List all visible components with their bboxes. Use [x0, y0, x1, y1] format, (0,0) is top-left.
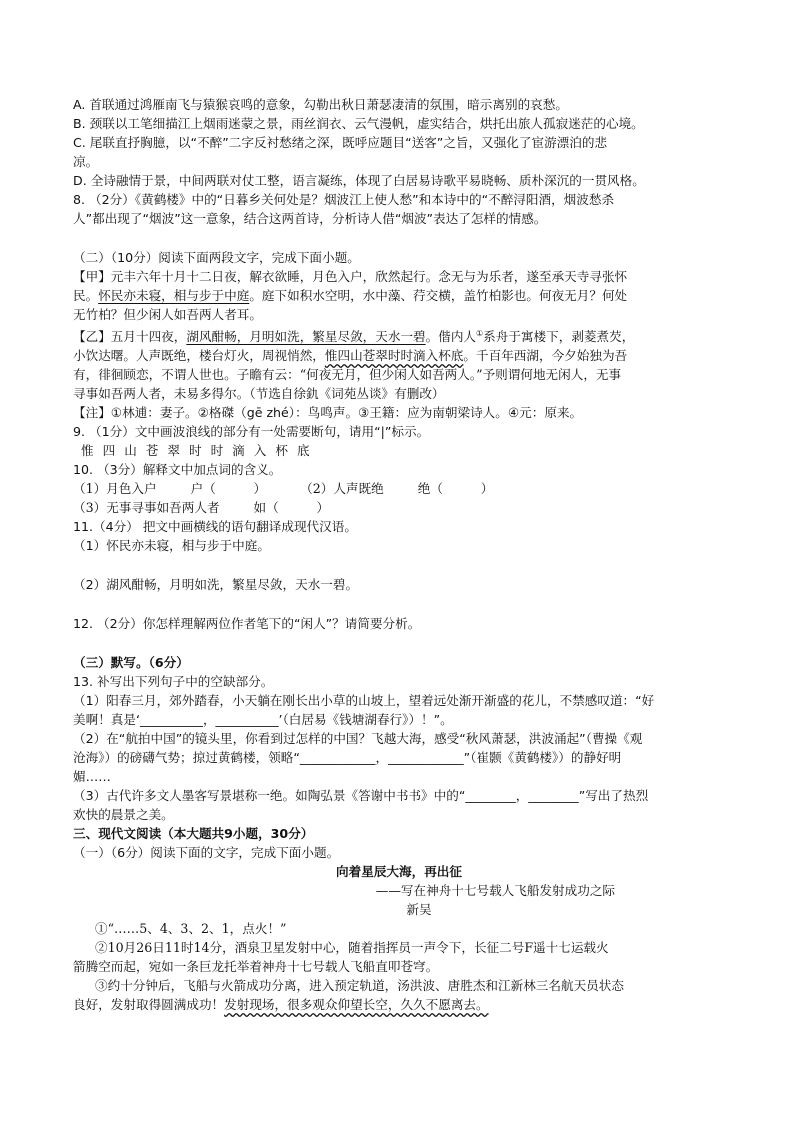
q13-item2-line3: 媚……	[73, 769, 111, 785]
passage-jia-line3: 无竹柏？但少闲人如吾两人者耳。	[73, 307, 262, 322]
q7-option-d: D. 全诗融情于景，中间两联对仗工整，语言凝练，体现了白居易诗歌平易晓畅、质朴深沉的一贯风格。	[73, 173, 645, 188]
passage-yi-line3: 有，徘徊顾恋，不谓人世也。子瞻有云：“何夜无月，但少闲人如吾两人。”予则谓何地无闲人，无事	[73, 367, 622, 383]
q10-answer-2[interactable]: 绝（ ）	[417, 481, 494, 497]
q13-item1-line1: （1）阳春三月，郊外踏春，小天躺在刚长出小草的山坡上，望着远处渐开渐盛的花儿，不禁感叹道：“好	[73, 693, 655, 709]
passage-yi-line1	[73, 324, 725, 346]
passage-yi-text: 【乙】五月十四夜，	[73, 329, 187, 345]
q10-phrase-2: （2）人声既绝	[300, 481, 384, 497]
passage-yi-line4: 寻事如吾两人者，未易多得尔。（节选自徐釚《词苑丛谈》有删改）	[73, 386, 445, 402]
q10-item-1-2	[73, 479, 725, 498]
q9-prompt: 9. （1分）文中画波浪线的部分有一处需要断句，请用“|”标示。	[73, 424, 430, 440]
passage-yi-line2	[73, 346, 725, 365]
q13-prompt: 13. 补写出下列句子中的空缺部分。	[73, 674, 274, 690]
q9-text: 惟四山苍翠时时滴入杯底	[81, 443, 319, 459]
article-subtitle: ——写在神舟十七号载人飞船发射成功之际	[375, 883, 615, 899]
q10-answer-3[interactable]: 如（ ）	[253, 500, 330, 516]
exam-page	[73, 95, 725, 1014]
q8-line1: 8. （2分）《黄鹤楼》中的“日暮乡关何处是？烟波江上使人愁”和本诗中的“不醉浔阳酒，烟波愁杀	[73, 192, 615, 207]
article-paragraph-1: ①“……5、4、3、2、1，点火！”	[95, 921, 287, 937]
q10-prompt: 10. （3分）解释文中加点词的含义。	[73, 462, 282, 478]
q13-item2-line2[interactable]: 沧海》）的磅礴气势；掠过黄鹤楼，领略“____________，____________”（崔颢《黄鹤楼》）的静好明	[73, 750, 622, 766]
q13-item3-line1[interactable]: （3）古代许多文人墨客写景堪称一绝。如陶弘景《答谢中书书》中的“________，________”写出了热烈	[73, 788, 649, 804]
passage-yi-text: 。千百年西湖，今夕始独为吾	[463, 348, 628, 364]
article-paragraph-3-line2	[73, 995, 725, 1014]
q13-item2-line1: （2）在“航拍中国”的镜头里，你看到过怎样的中国？飞越大海，感受“秋风萧瑟，洪波涌起”（曹操《观	[73, 731, 643, 747]
article-paragraph-3-line1: ③约十分钟后，飞船与火箭成功分离，进入预定轨道，汤洪波、唐胜杰和江新林三名航天员状态	[95, 978, 624, 994]
article-text: 良好，发射取得圆满成功！	[73, 997, 225, 1013]
article-paragraph-2-line1: ②10月26日11时14分，酒泉卫星发射中心，随着指挥员一声令下，长征二号F遥十七运载火	[95, 940, 609, 956]
q7-option-a: A. 首联通过鸿雁南飞与猿猴哀鸣的意象，勾勒出秋日萧瑟凄清的氛围，暗示离别的哀愁。	[73, 97, 568, 112]
q11-item-1: （1）怀民亦未寝，相与步于中庭。	[73, 538, 270, 554]
q10-item-3	[73, 498, 725, 517]
q7-option-c-line1: C. 尾联直抒胸臆，以“不醉”二字反衬愁绪之深，既呼应题目“送客”之旨，又强化了宦游漂泊的悲	[73, 135, 608, 150]
footnote-mark: ①	[476, 329, 484, 338]
underlined-sentence-2: 湖风酣畅，月明如洗，繁星尽敛，天水一碧	[186, 329, 426, 345]
annotation-note: 【注】①林逋：妻子。②格磔（gē zhé）：鸟鸣声。③王籍：应为南朝梁诗人。④元：原来。	[73, 405, 583, 421]
section2-heading: （二）（10分）阅读下面两段文字，完成下面小题。	[73, 250, 360, 265]
passage-jia-text: 民。	[73, 288, 99, 303]
q11-item-2: （2）湖风酣畅，月明如洗，繁星尽敛，天水一碧。	[73, 577, 359, 593]
section3-heading: （三）默写。（6分）	[73, 655, 189, 671]
q7-option-b: B. 颈联以工笔细描江上烟雨迷蒙之景，雨丝润衣、云气漫帆，虚实结合，烘托出旅人孤寂迷茫的心境。	[73, 116, 644, 131]
passage-yi-text: 。偕内人	[425, 329, 476, 345]
wavy-underlined-phrase: 惟四山苍翠时时滴入杯底	[324, 348, 464, 364]
article-title: 向着星辰大海，再出征	[336, 864, 462, 880]
q13-item3-line2: 欢快的晨景之美。	[73, 807, 174, 823]
q12-prompt: 12. （2分）你怎样理解两位作者笔下的“闲人”？请简要分析。	[73, 616, 421, 632]
passage-jia-line1: 【甲】元丰六年十月十二日夜，解衣欲睡，月色入户，欣然起行。念无与为乐者，遂至承天寺寻张怀	[73, 269, 628, 284]
article-author: 新吴	[406, 902, 432, 918]
q7-option-c-line2: 凉。	[73, 154, 99, 169]
q13-item1-line2[interactable]: 美啊！真是‘__________，__________’（白居易《钱塘湖春行》）！”。	[73, 712, 453, 728]
q10-answer-1[interactable]: 户（ ）	[190, 481, 267, 497]
passage-yi-text: 系舟于寓楼下，剥菱煮芡，	[483, 329, 635, 345]
wavy-underlined-sentence: 发射现场，很多观众仰望长空，久久不愿离去。	[224, 997, 489, 1013]
q10-phrase-3: （3）无事寻事如吾两人者	[73, 500, 220, 516]
q8-line2: 人”都出现了“烟波”这一意象，结合这两首诗，分析诗人借“烟波”表达了怎样的情感。	[73, 211, 547, 226]
underlined-sentence-1: 怀民亦未寝，相与步于中庭	[98, 288, 250, 303]
passage-yi-text: 小饮达曙。人声既绝，楼台灯火，周视悄然，	[73, 348, 325, 364]
part3-sub-heading: （一）（6分）阅读下面的文字，完成下面小题。	[73, 845, 340, 861]
passage-jia-line2	[73, 286, 725, 305]
q10-phrase-1: （1）月色入户	[73, 481, 157, 497]
part3-heading: 三、现代文阅读（本大题共9小题，30分）	[73, 826, 314, 842]
article-paragraph-2-line2: 箭腾空而起，宛如一条巨龙托举着神舟十七号载人飞船直叩苍穹。	[73, 959, 439, 975]
q11-prompt: 11.（4分） 把文中画横线的语句翻译成现代汉语。	[73, 519, 357, 535]
passage-jia-text: 。庭下如积水空明，水中藻、荇交横，盖竹柏影也。何夜无月？何处	[249, 288, 628, 303]
